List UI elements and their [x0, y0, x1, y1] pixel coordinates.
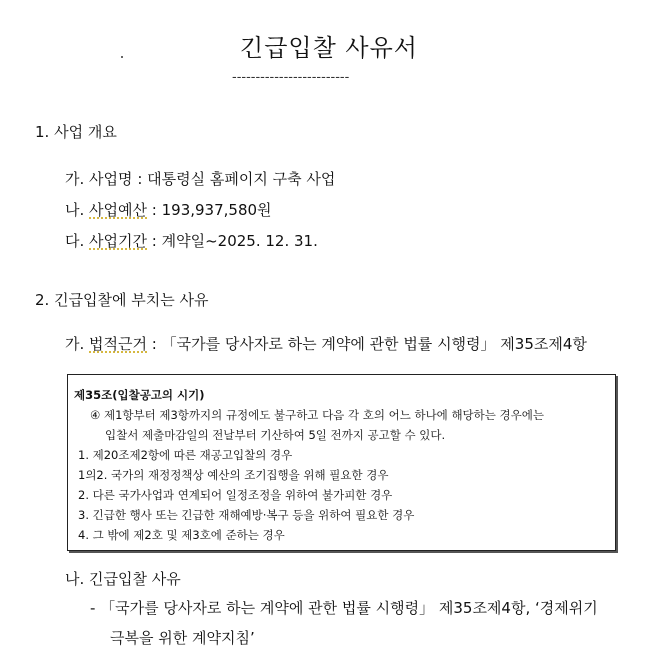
excerpt-line: ④ 제1항부터 제3항까지의 규정에도 불구하고 다음 각 호의 어느 하나에 해당하는 경우에는 — [90, 408, 544, 422]
excerpt-line: 1. 제20조제2항에 따른 재공고입찰의 경우 — [78, 448, 293, 462]
reason-line-2: 극복을 위한 계약지침’ — [110, 629, 255, 647]
excerpt-line: 1의2. 국가의 재정정책상 예산의 조기집행을 위해 필요한 경우 — [78, 468, 389, 482]
item-value: : 「국가를 당사자로 하는 계약에 관한 법률 시행령」 제35조제4항 — [151, 335, 587, 353]
item-value: : 193,937,580원 — [151, 201, 272, 219]
section2-heading: 2. 긴급입찰에 부치는 사유 — [35, 291, 209, 309]
excerpt-line: 2. 다른 국가사업과 연계되어 일정조정을 위하여 불가피한 경우 — [78, 488, 393, 502]
excerpt-line: 4. 그 밖에 제2호 및 제3호에 준하는 경우 — [78, 528, 285, 542]
item-label: 법적근거 — [89, 335, 148, 353]
title-divider: ------------------------- — [232, 70, 350, 85]
item-marker: 다. — [65, 232, 85, 250]
legal-basis-row — [65, 333, 587, 354]
item-value: : 대통령실 홈페이지 구축 사업 — [137, 170, 336, 188]
item-label: 사업예산 — [89, 201, 148, 219]
item-marker: 가. — [65, 170, 85, 188]
item-value: : 계약일~2025. 12. 31. — [151, 232, 318, 250]
project-budget-row — [65, 199, 272, 220]
item-label: 사업명 — [89, 170, 133, 188]
project-name-row — [65, 168, 335, 189]
section1-heading: 1. 사업 개요 — [35, 123, 117, 141]
item-marker: 나. — [65, 201, 85, 219]
project-period-row — [65, 230, 318, 251]
reason-heading: 나. 긴급입찰 사유 — [65, 570, 181, 588]
excerpt-line: 3. 긴급한 행사 또는 긴급한 재해예방·복구 등을 위하여 필요한 경우 — [78, 508, 415, 522]
reason-line-1: - 「국가를 당사자로 하는 계약에 관한 법률 시행령」 제35조제4항, ‘경제위기 — [90, 599, 598, 617]
document-title: 긴급입찰 사유서 — [240, 34, 418, 62]
item-label: 사업기간 — [89, 232, 148, 250]
law-excerpt-box — [67, 374, 616, 551]
excerpt-title: 제35조(입찰공고의 시기) — [74, 388, 205, 402]
item-marker: 가. — [65, 335, 85, 353]
excerpt-line: 입찰서 제출마감일의 전날부터 기산하여 5일 전까지 공고할 수 있다. — [105, 428, 446, 442]
